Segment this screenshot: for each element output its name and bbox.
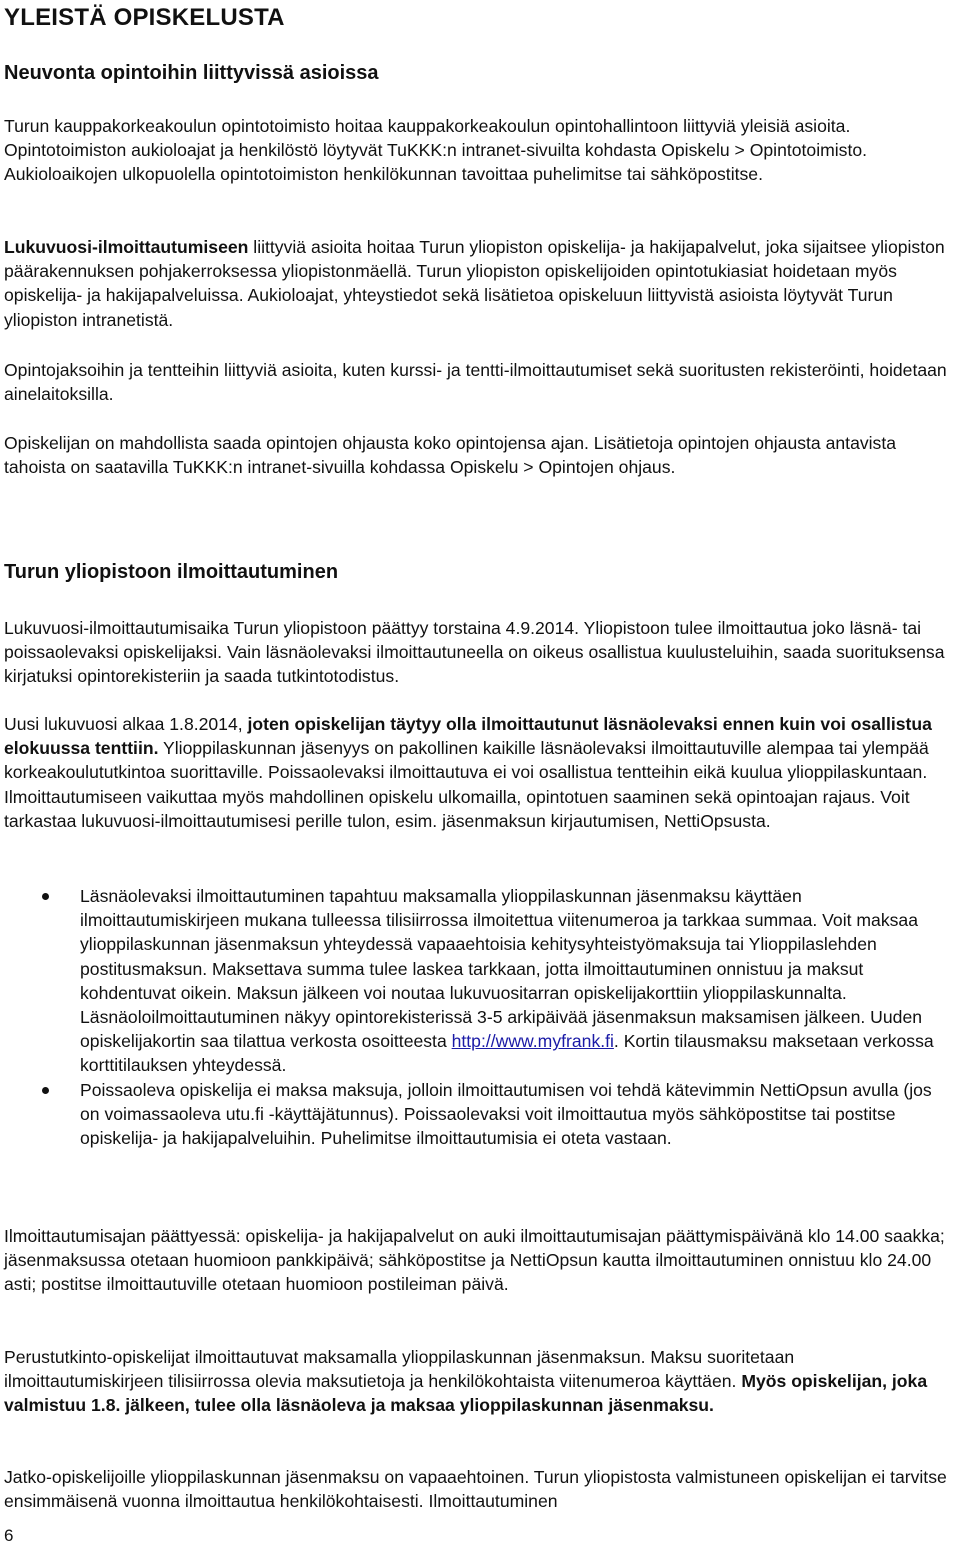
paragraph-text: Uusi lukuvuosi alkaa 1.8.2014, (4, 714, 248, 734)
list-item-text: Poissaoleva opiskelija ei maksa maksuja, jolloin ilmoittautumisen voi tehdä kätevimmin NettiOpsun avulla (jos on voimassaoleva utu.fi -käyttäjätunnus). Poissaolevaksi voit ilmoittautua myös sähköpostitse tai postitse opiskelija- ja hakijapalveluihin. Puhelimitse ilmoittautumisia ei oteta vastaan. (80, 1079, 932, 1149)
section-heading-registration: Turun yliopistoon ilmoittautuminen (4, 561, 339, 583)
list-item-text: . Kortin tilausmaksu maksetaan verkossa korttitilauksen yhteydessä. (80, 1031, 934, 1076)
list-item-text: Läsnäolevaksi ilmoittautuminen tapahtuu maksamalla ylioppilaskunnan jäsenmaksu käyttäen ilmoittautumiskirjeen mukana tulleessa tilisiirrossa ilmoitettua viitenumeroa ja tarkkaa summaa. Voit maksaa ylioppilaskunnan jäsenmaksun yhteydessä vapaaehtoisia kehitysyhteistyömaksuja tai Ylioppilaslehden postitusmaksun. Maksettava summa tulee laskea tarkkaan, jotta ilmoittautuminen onnistuu ja maksut kohdentuvat oikein. Maksun jälkeen voi noutaa lukuvuositarran opiskelijakorttiin ylioppilaskunnalta. Läsnäoloilmoittautuminen näkyy opintorekisterissä 3-5 arkipäivää jäsenmaksun maksamisen jälkeen. Uuden opiskelijakortin saa tilattua verkosta osoitteesta (80, 886, 923, 1052)
list-item-absent-registration (4, 1078, 956, 1151)
bullet-icon (42, 893, 49, 900)
bold-requirement: joten opiskelijan täytyy olla ilmoittautunut läsnäolevaksi ennen kuin voi osallistua elokuussa tenttiin. (4, 714, 932, 759)
bold-term-registration: Lukuvuosi-ilmoittautumiseen (4, 237, 249, 257)
paragraph-registration-services (4, 235, 952, 332)
page-number: 6 (4, 1526, 14, 1545)
paragraph-new-academic-year (4, 712, 952, 833)
paragraph-study-office: Turun kauppakorkeakoulun opintotoimisto hoitaa kauppakorkeakoulun opintohallintoon liittyviä yleisiä asioita. Opintotoimiston aukioloajat ja henkilöstö löytyvät TuKKK:n intranet-sivuilta kohdasta Opiskelu > Opintotoimisto. Aukioloaikojen ulkopuolella opintotoimiston henkilökunnan tavoittaa puhelimitse tai sähköpostitse. (4, 116, 868, 185)
paragraph-course-matters: Opintojaksoihin ja tentteihin liittyviä asioita, kuten kurssi- ja tentti-ilmoittautumiset sekä suoritusten rekisteröinti, hoidetaan ainelaitoksilla. (4, 360, 947, 405)
bullet-icon (42, 1087, 49, 1094)
list-item-present-registration (4, 884, 956, 1078)
paragraph-study-guidance: Opiskelijan on mahdollista saada opintojen ohjausta koko opintojensa ajan. Lisätietoja opintojen ohjausta antavista tahoista on saatavilla TuKKK:n intranet-sivuilla kohdassa Opiskelu > Opintojen ohjaus. (4, 433, 897, 478)
bold-graduation-note: Myös opiskelijan, joka valmistuu 1.8. jälkeen, tulee olla läsnäoleva ja maksaa ylioppilaskunnan jäsenmaksu. (4, 1371, 928, 1416)
paragraph-postgraduate: Jatko-opiskelijoille ylioppilaskunnan jäsenmaksu on vapaaehtoinen. Turun yliopistosta valmistuneen opiskelijan ei tarvitse ensimmäisenä vuonna ilmoittautua henkilökohtaisesti. Ilmoittautuminen (4, 1467, 947, 1512)
myfrank-link[interactable]: http://www.myfrank.fi (451, 1031, 614, 1052)
registration-bullet-list (4, 884, 956, 1150)
paragraph-registration-period: Lukuvuosi-ilmoittautumisaika Turun yliopistoon päättyy torstaina 4.9.2014. Yliopistoon tulee ilmoittautua joko läsnä- tai poissaolevaksi opiskelijaksi. Vain läsnäolevaksi ilmoittautuneella on oikeus osallistua kuulusteluihin, saada suorituksensa kirjatuksi opintorekisteriin ja saada tutkintotodistus. (4, 618, 945, 687)
paragraph-text: liittyviä asioita hoitaa Turun yliopiston opiskelija- ja hakijapalvelut, joka sijaitsee yliopiston päärakennuksen pohjakerroksessa yliopistonmäellä. Turun yliopiston opiskelijoiden opintotukiasiat hoidetaan myös opiskelija- ja hakijapalveluissa. Aukioloajat, yhteystiedot sekä lisätietoa opiskeluun liittyvistä asioista löytyvät Turun yliopiston intranetistä. (4, 237, 945, 330)
page-title: YLEISTÄ OPISKELUSTA (4, 4, 285, 31)
section-heading-advice: Neuvonta opintoihin liittyvissä asioissa (4, 62, 379, 84)
paragraph-registration-deadline: Ilmoittautumisajan päättyessä: opiskelija- ja hakijapalvelut on auki ilmoittautumisajan päättymispäivänä klo 14.00 saakka; jäsenmaksussa otetaan huomioon pankkipäivä; sähköpostitse ja NettiOpsun kautta ilmoittautuminen onnistuu klo 24.00 asti; postitse ilmoittautuville otetaan huomioon postileiman päivä. (4, 1226, 945, 1295)
paragraph-text: Perustutkinto-opiskelijat ilmoittautuvat maksamalla ylioppilaskunnan jäsenmaksun. Maksu suoritetaan ilmoittautumiskirjeen tilisiirrossa olevia maksutietoja ja henkilökohtaista viitenumeroa käyttäen. (4, 1347, 795, 1392)
paragraph-text: Ylioppilaskunnan jäsenyys on pakollinen kaikille läsnäolevaksi ilmoittautuville alempaa tai ylempää korkeakoulututkintoa suorittaville. Poissaolevaksi ilmoittautuva ei voi osallistua tentteihin eikä kuulua ylioppilaskuntaan. Ilmoittautumiseen vaikuttaa myös mahdollinen opiskelu ulkomailla, opintotuen saaminen sekä opintoajan rajaus. Voit tarkastaa lukuvuosi-ilmoittautumisesi perille tulon, esim. jäsenmaksun kirjautumisen, NettiOpsusta. (4, 738, 929, 831)
paragraph-undergraduate-fee (4, 1345, 952, 1418)
